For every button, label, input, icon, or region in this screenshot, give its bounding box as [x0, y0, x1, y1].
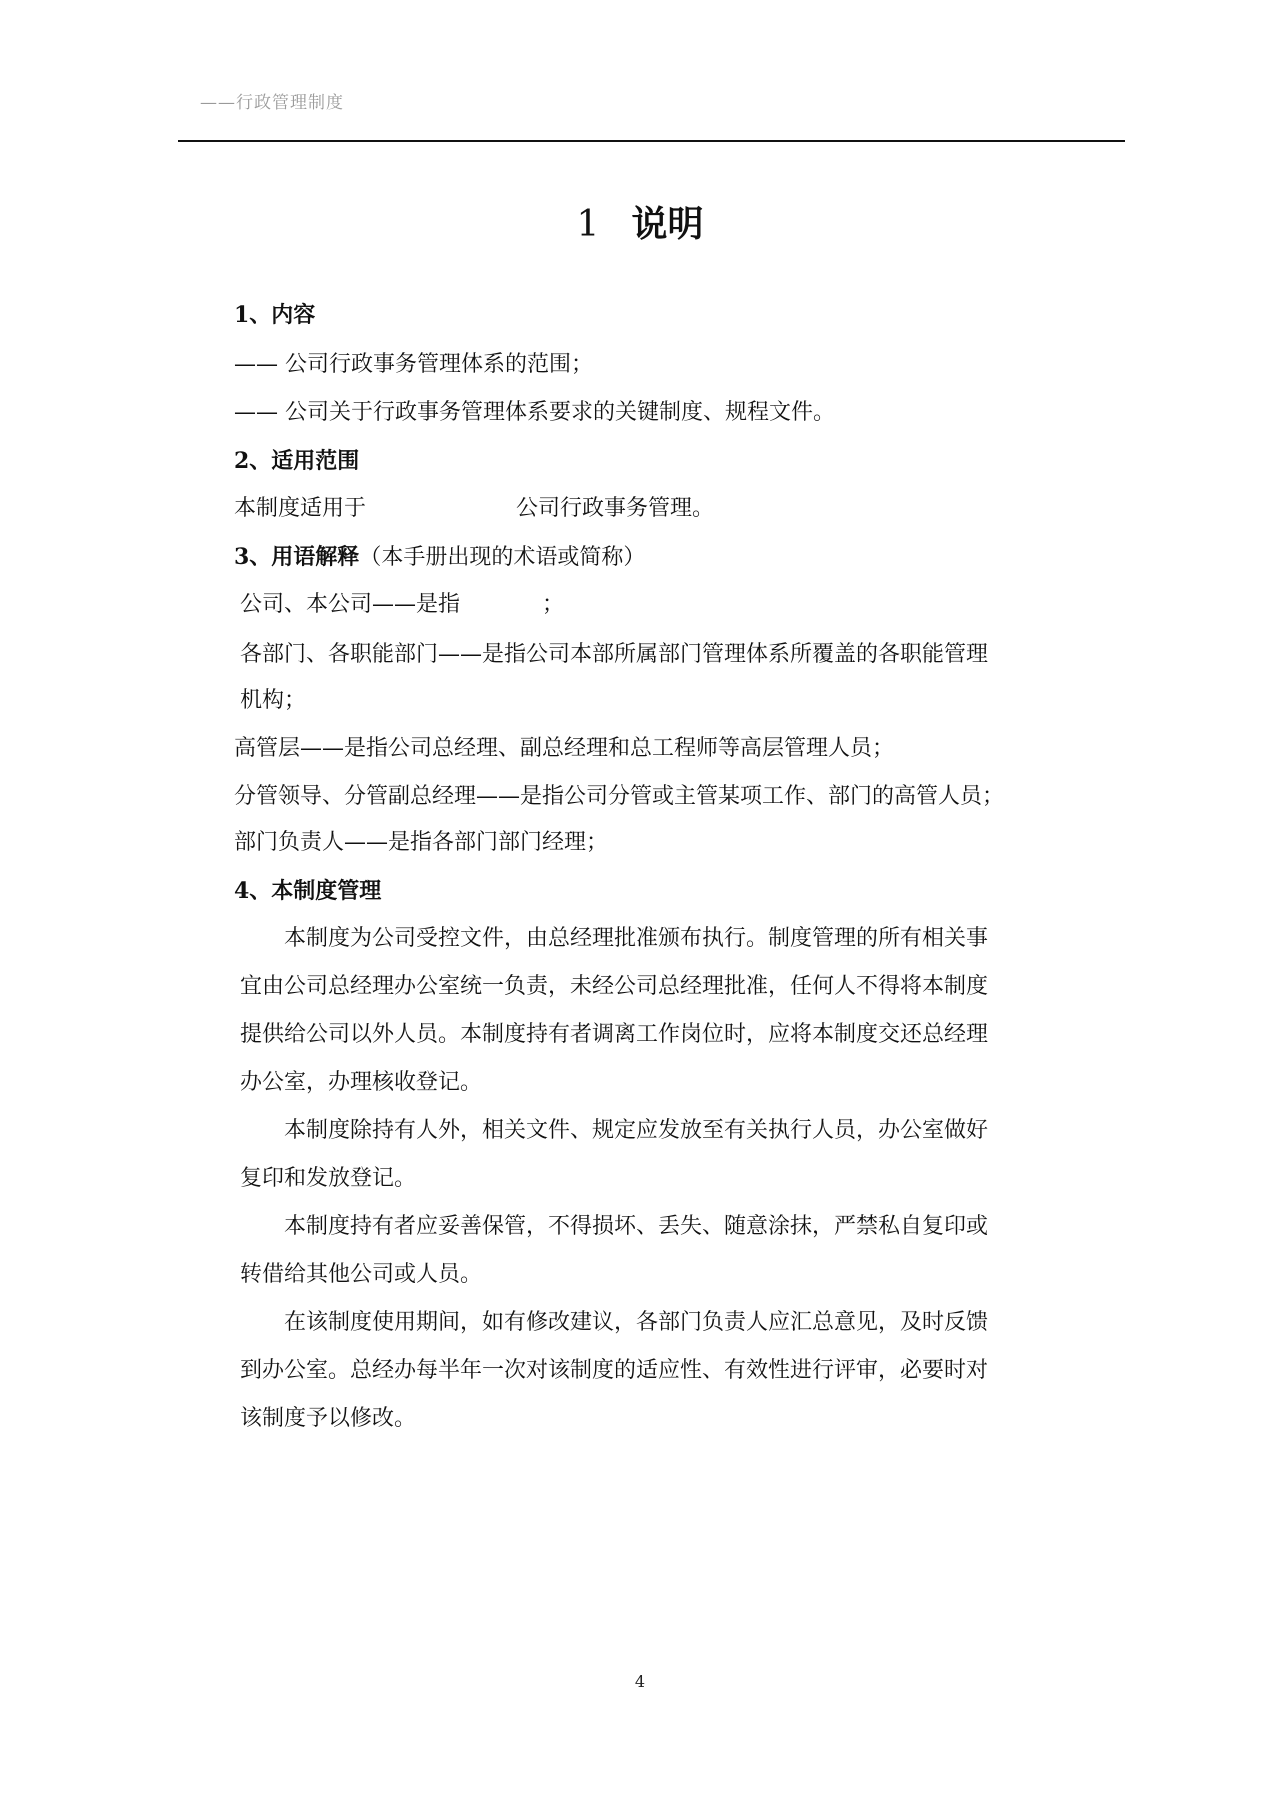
management-line-11: 该制度予以修改。 — [240, 1406, 417, 1431]
management-line-10: 到办公室。总经办每半年一次对该制度的适应性、有效性进行评审，必要时对 — [240, 1358, 989, 1383]
term-departments: 各部门、各职能部门——是指公司本部所属部门管理体系所覆盖的各职能管理 — [240, 642, 989, 667]
page-title — [0, 196, 1280, 247]
term-company — [240, 590, 564, 620]
header-divider — [178, 140, 1125, 142]
term-dept-head: 部门负责人——是指各部门部门经理； — [234, 830, 609, 855]
content-item-1: —— 公司行政事务管理体系的范围； — [234, 352, 593, 377]
management-line-7: 本制度持有者应妥善保管，不得损坏、丢失、随意涂抹，严禁私自复印或 — [284, 1214, 989, 1239]
content-item-2: —— 公司关于行政事务管理体系要求的关键制度、规程文件。 — [234, 400, 835, 425]
management-line-4: 办公室，办理核收登记。 — [240, 1070, 483, 1095]
title-number: 1 — [576, 204, 600, 245]
management-line-8: 转借给其他公司或人员。 — [240, 1262, 483, 1287]
management-line-2: 宜由公司总经理办公室统一负责，未经公司总经理批准，任何人不得将本制度 — [240, 974, 989, 999]
page-number: 4 — [634, 1672, 646, 1691]
management-line-6: 复印和发放登记。 — [240, 1166, 417, 1191]
title-text: 说明 — [631, 203, 704, 245]
terms-heading-label: 3、用语解释 — [234, 544, 360, 570]
term-company-before: 公司、本公司——是指 — [240, 592, 461, 617]
section-heading-terms — [234, 542, 645, 573]
management-line-9: 在该制度使用期间，如有修改建议，各部门负责人应汇总意见，及时反馈 — [284, 1310, 989, 1335]
term-departments-cont: 机构； — [240, 688, 307, 713]
term-executives: 高管层——是指公司总经理、副总经理和总工程师等高层管理人员； — [234, 736, 895, 761]
term-deputy: 分管领导、分管副总经理——是指公司分管或主管某项工作、部门的高管人员； — [234, 784, 1005, 809]
scope-text-after: 公司行政事务管理。 — [516, 496, 715, 521]
scope-text — [234, 494, 714, 524]
terms-heading-note: （本手册出现的术语或简称） — [359, 545, 646, 570]
term-company-after: ； — [542, 592, 565, 617]
scope-text-before: 本制度适用于 — [234, 496, 367, 521]
section-heading-scope: 2、适用范围 — [234, 448, 360, 474]
section-heading-content: 1、内容 — [234, 302, 316, 328]
management-line-1: 本制度为公司受控文件，由总经理批准颁布执行。制度管理的所有相关事 — [284, 926, 989, 951]
management-line-5: 本制度除持有人外，相关文件、规定应发放至有关执行人员，办公室做好 — [284, 1118, 989, 1143]
management-line-3: 提供给公司以外人员。本制度持有者调离工作岗位时，应将本制度交还总经理 — [240, 1022, 989, 1047]
section-heading-management: 4、本制度管理 — [234, 878, 382, 904]
running-header: ——行政管理制度 — [200, 93, 344, 113]
